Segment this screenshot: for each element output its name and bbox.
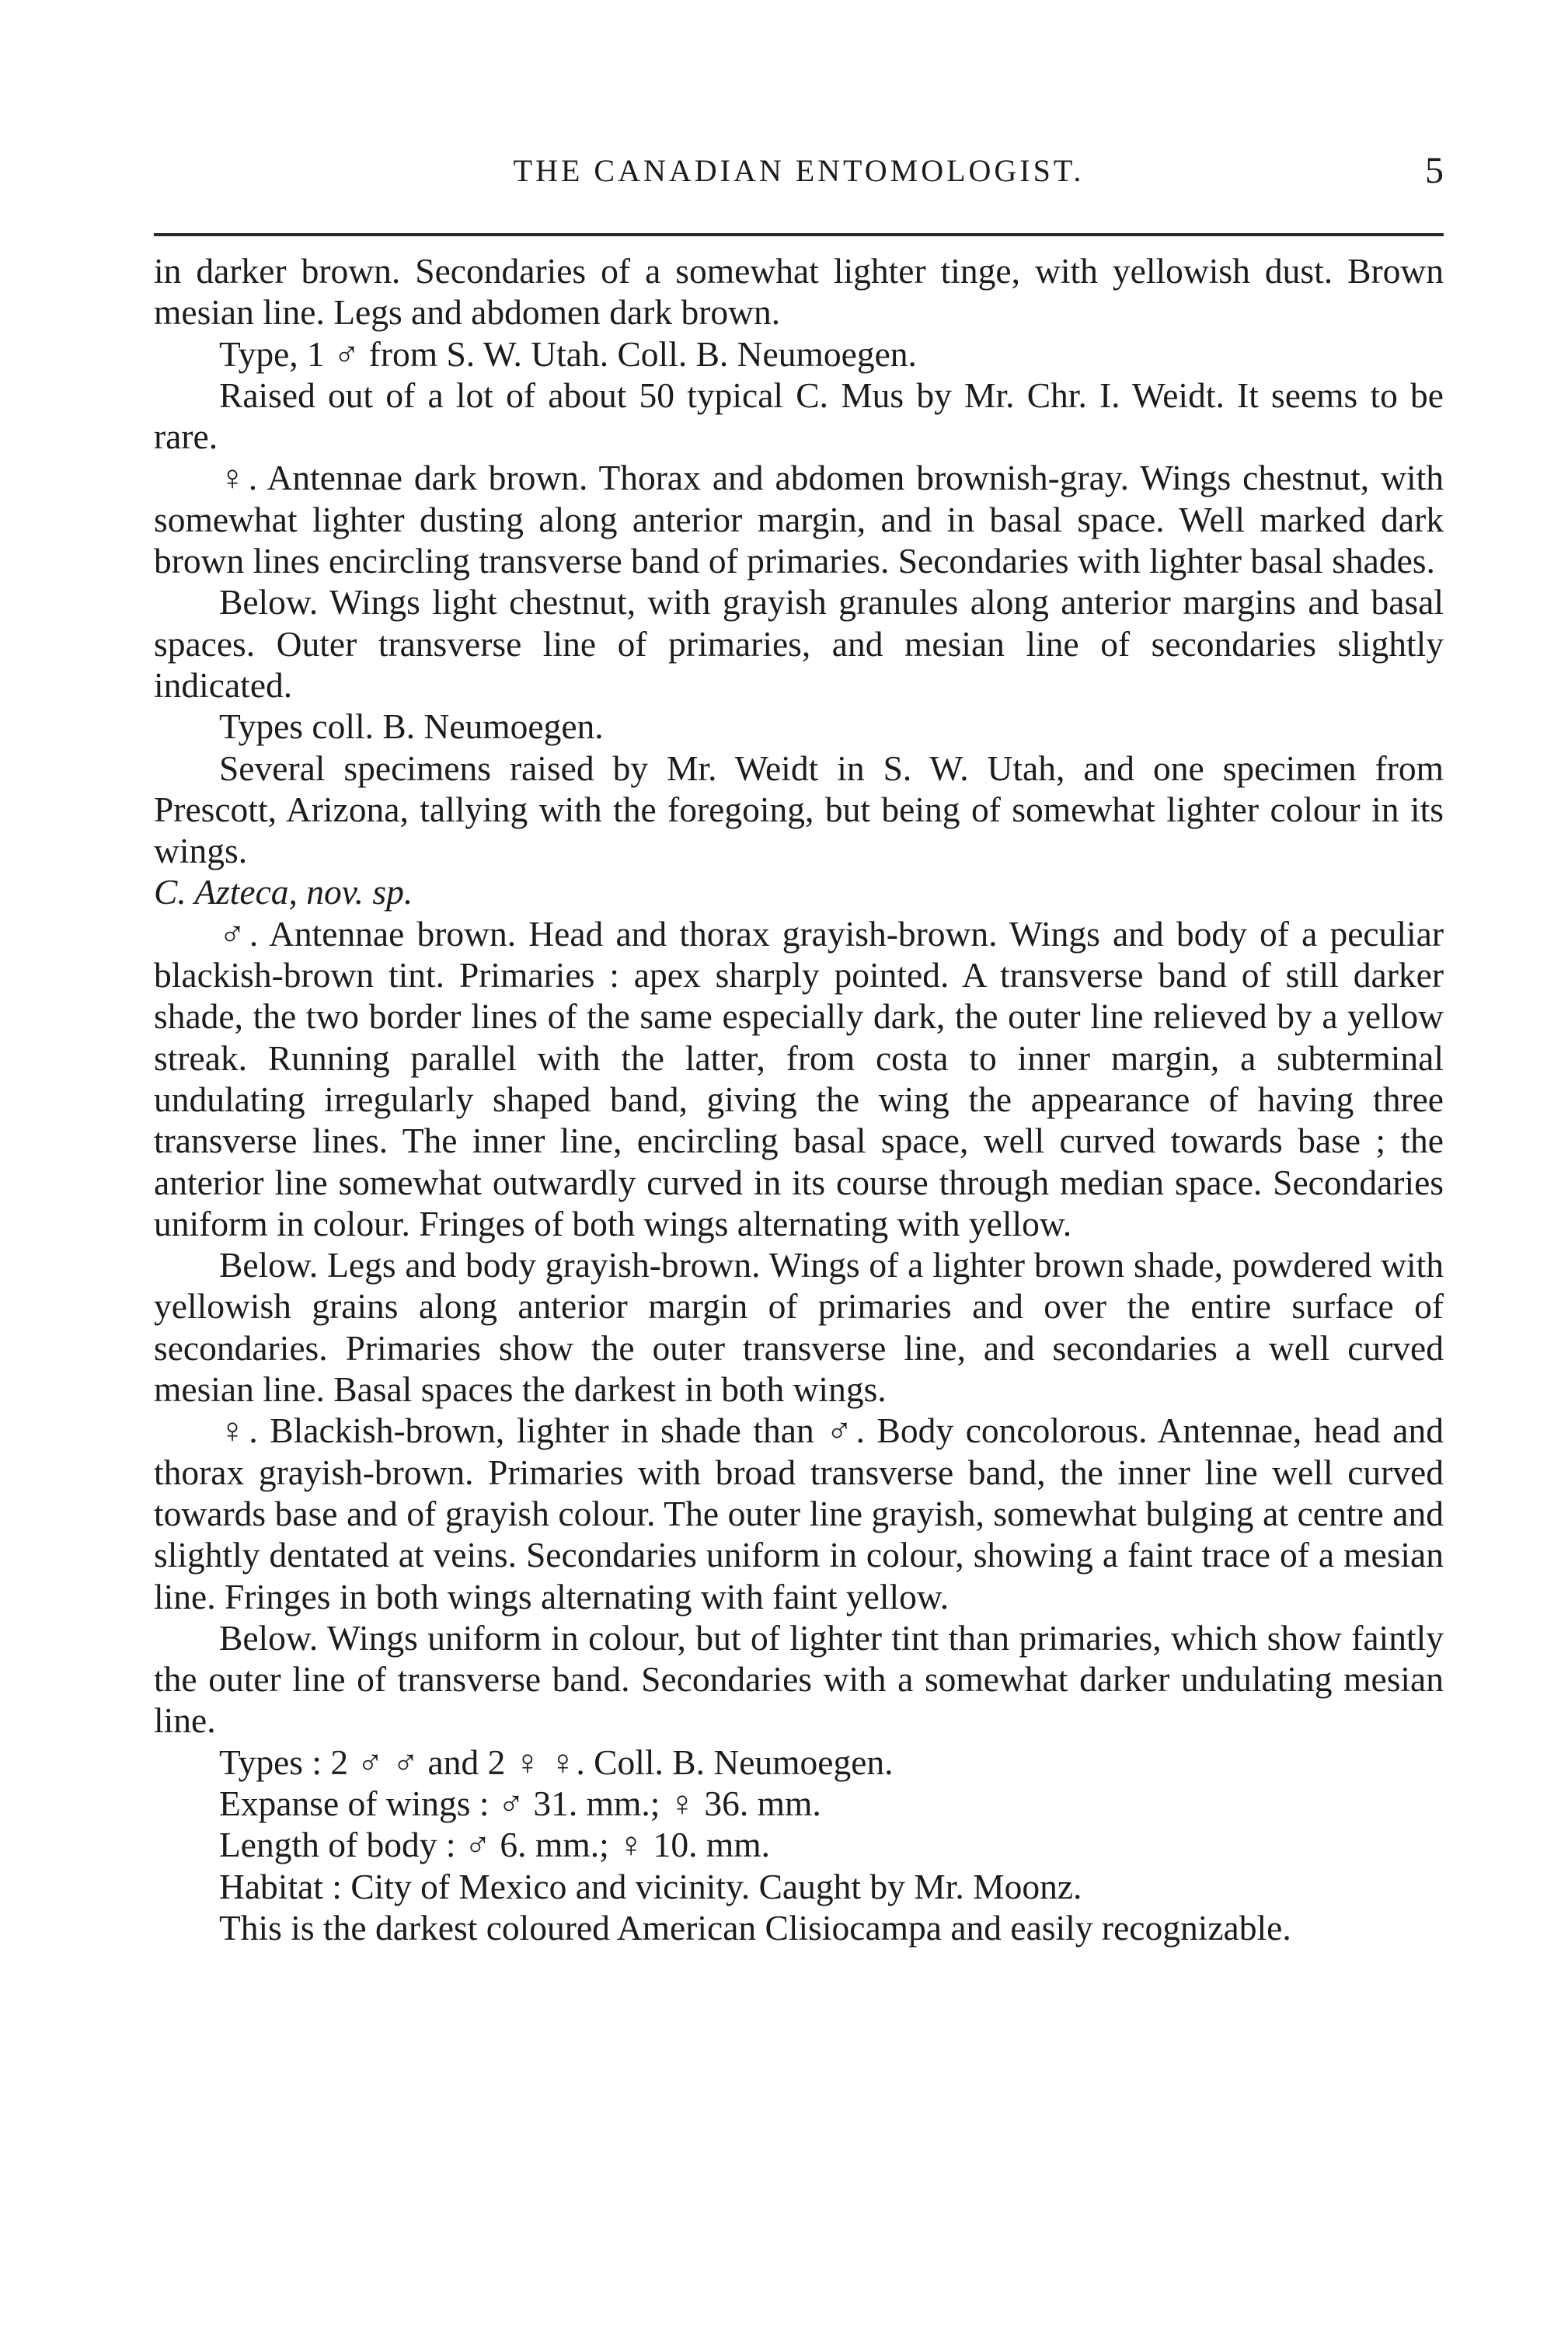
- paragraph: Below. Wings light chestnut, with grayish granules along anterior margins and basal spaces. Outer transverse line of primaries, and mesian line of secondaries slightly indicated.: [154, 582, 1444, 705]
- paragraph: Expanse of wings : ♂ 31. mm.; ♀ 36. mm.: [219, 1783, 821, 1823]
- paragraph: Below. Wings uniform in colour, but of lighter tint than primaries, which show faintly the outer line of transverse band. Secondaries with a somewhat darker undulating mesian line.: [154, 1617, 1444, 1741]
- paragraph: ♀. Blackish-brown, lighter in shade than ♂. Body concolorous. Antennae, head and thorax grayish-brown. Primaries with broad transverse band, the inner line well curved towards base and of grayish colour. The outer line grayish, somewhat bulging at centre and slightly dentated at veins. Secondaries uniform in colour, showing a faint trace of a mesian line. Fringes in both wings alternating with faint yellow.: [154, 1411, 1444, 1616]
- paragraph: Habitat : City of Mexico and vicinity. Caught by Mr. Moonz.: [219, 1866, 1082, 1906]
- paragraph: Type, 1 ♂ from S. W. Utah. Coll. B. Neumoegen.: [219, 333, 917, 374]
- paragraph: ♂. Antennae brown. Head and thorax grayish-brown. Wings and body of a peculiar blackish-brown tint. Primaries : apex sharply pointed. A transverse band of still darker shade, the two border lines of the same especially dark, the outer line relieved by a yellow streak. Running parallel with the latter, from costa to inner margin, a subterminal undulating irregularly shaped band, giving the wing the appearance of having three transverse lines. The inner line, encircling basal space, well curved towards base ; the anterior line somewhat outwardly curved in its course through median space. Secondaries uniform in colour. Fringes of both wings alternating with yellow.: [154, 913, 1444, 1243]
- paragraph: Several specimens raised by Mr. Weidt in S. W. Utah, and one specimen from Prescott, Arizona, tallying with the foregoing, but being of somewhat lighter colour in its wings.: [154, 748, 1444, 871]
- book-page: [154, 152, 1444, 1948]
- running-title: THE CANADIAN ENTOMOLOGIST.: [513, 153, 1085, 188]
- paragraph: ♀. Antennae dark brown. Thorax and abdomen brownish-gray. Wings chestnut, with somewhat lighter dusting along anterior margin, and in basal space. Well marked dark brown lines encircling transverse band of primaries. Secondaries with lighter basal shades.: [154, 458, 1444, 581]
- paragraph: Raised out of a lot of about 50 typical C. Mus by Mr. Chr. I. Weidt. It seems to be rare.: [154, 375, 1444, 457]
- body-text: [154, 250, 1444, 1948]
- paragraph: Types : 2 ♂ ♂ and 2 ♀ ♀. Coll. B. Neumoegen.: [219, 1742, 894, 1782]
- running-head: [154, 152, 1444, 202]
- paragraph: Length of body : ♂ 6. mm.; ♀ 10. mm.: [219, 1825, 771, 1865]
- paragraph: This is the darkest coloured American Clisiocampa and easily recognizable.: [219, 1907, 1291, 1948]
- paragraph: Types coll. B. Neumoegen.: [219, 706, 604, 747]
- species-heading: C. Azteca, nov. sp.: [154, 872, 413, 912]
- paragraph: in darker brown. Secondaries of a somewhat lighter tinge, with yellowish dust. Brown mesian line. Legs and abdomen dark brown.: [154, 251, 1444, 333]
- paragraph: Below. Legs and body grayish-brown. Wings of a lighter brown shade, powdered with yellowish grains along anterior margin of primaries and over the entire surface of secondaries. Primaries show the outer transverse line, and secondaries a well curved mesian line. Basal spaces the darkest in both wings.: [154, 1245, 1444, 1410]
- page-number: 5: [1425, 150, 1444, 191]
- header-rule: [154, 233, 1444, 236]
